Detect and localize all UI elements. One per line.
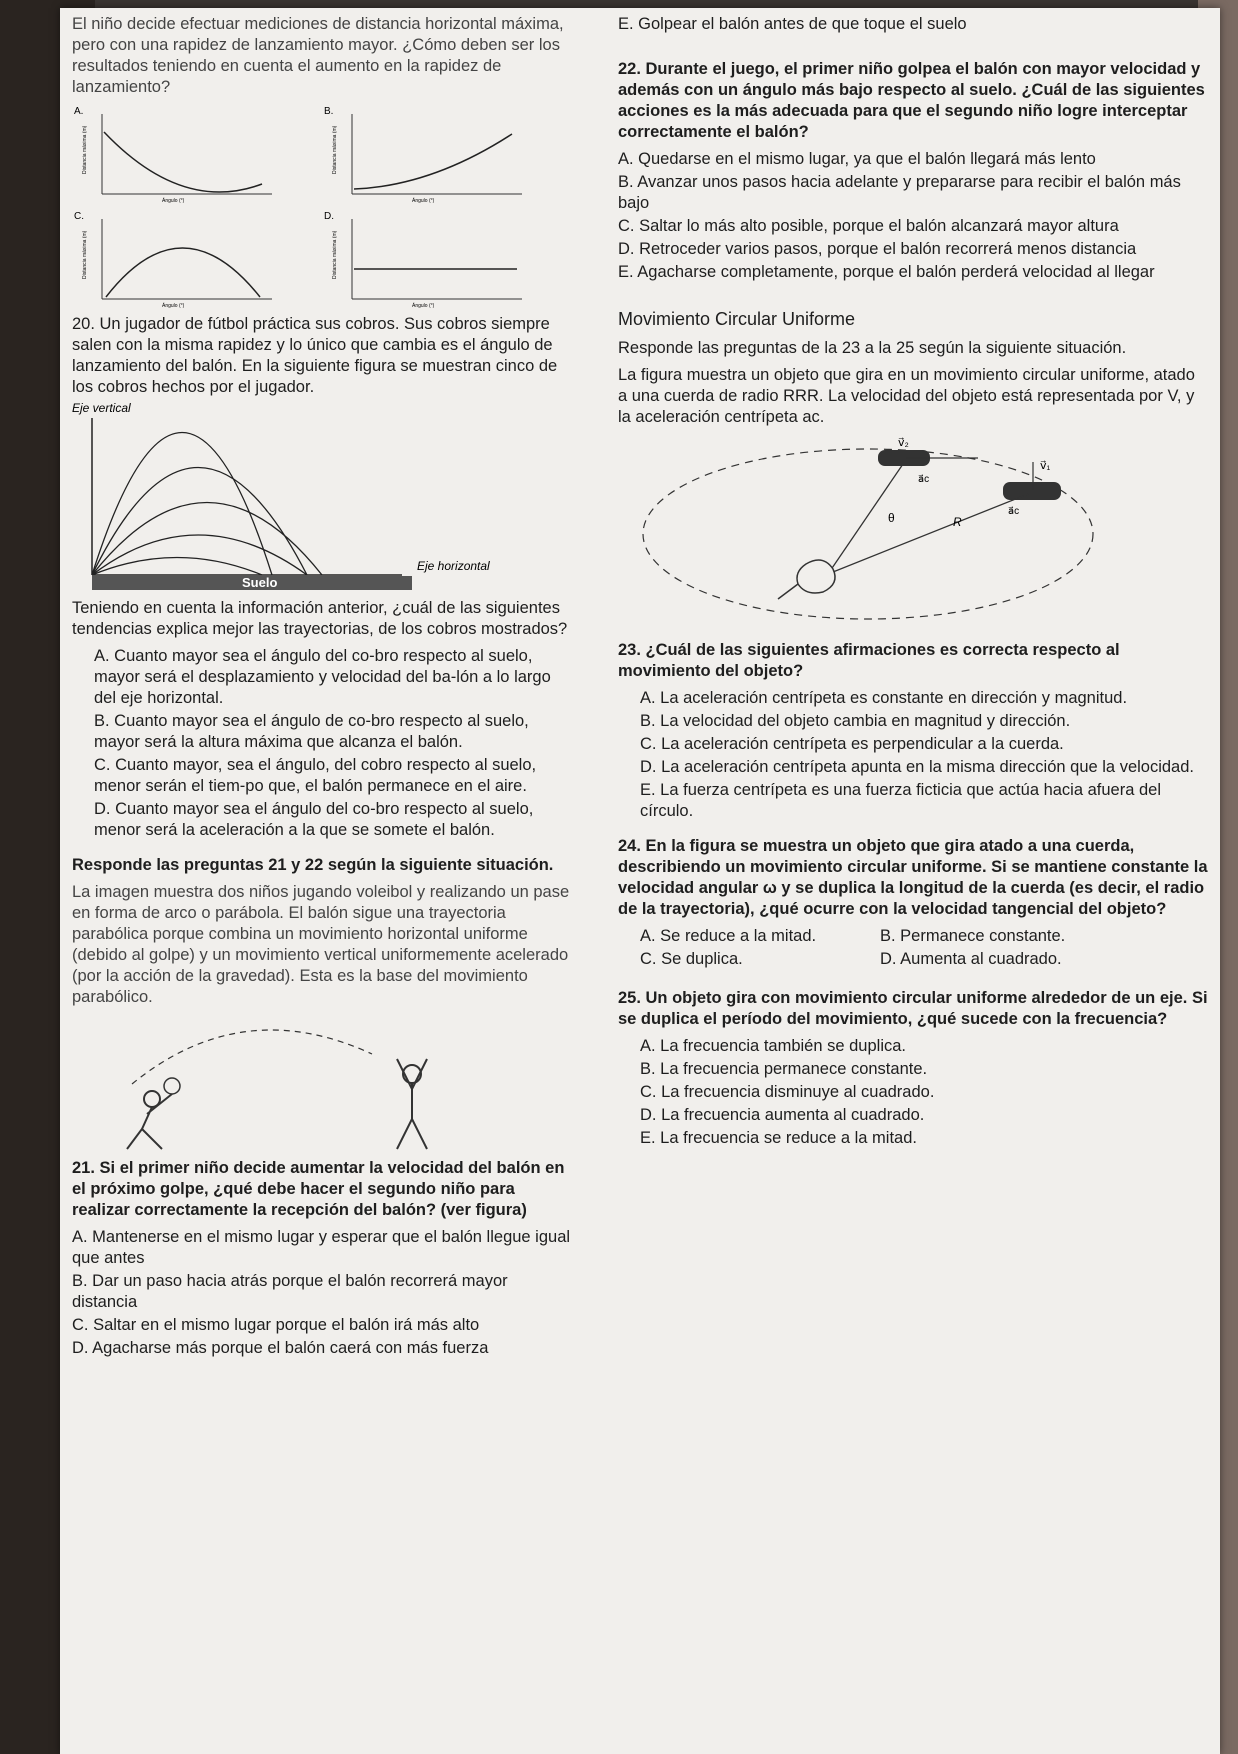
q21-option-a[interactable]: A. Mantenerse en el mismo lugar y esperar que el balón llegue igual que antes xyxy=(72,1228,571,1267)
situation-23-25-text: La figura muestra un objeto que gira en un movimiento circular uniforme, atado a una cuerda de radio RRR. La velocidad del objeto está representada por V, y la aceleración centrípeta ac. xyxy=(618,366,1195,426)
q25-option-d[interactable]: D. La frecuencia aumenta al cuadrado. xyxy=(640,1106,925,1124)
graph-b-label: B. xyxy=(324,106,334,117)
q21-option-e[interactable]: E. Golpear el balón antes de que toque el suelo xyxy=(618,15,967,33)
q24-text: 24. En la figura se muestra un objeto que gira atado a una cuerda, describiendo un movimiento circular uniforme. Si se mantiene constante la velocidad angular ω y se duplica la longitud de la cuerda (es decir, el radio de la trayectoria), ¿qué ocurre con la velocidad tangencial del objeto? xyxy=(618,837,1208,918)
graph-a-label: A. xyxy=(74,106,84,117)
q25-option-c[interactable]: C. La frecuencia disminuye al cuadrado. xyxy=(640,1083,935,1101)
horizontal-axis-label: Eje horizontal xyxy=(417,559,490,573)
q22-option-a[interactable]: A. Quedarse en el mismo lugar, ya que el balón llegará más lento xyxy=(618,150,1096,168)
q22-text: 22. Durante el juego, el primer niño golpea el balón con mayor velocidad y además con un ángulo más bajo respecto al suelo. ¿Cuál de las siguientes acciones es la más adecuada para que el segundo niño logre interceptar correctamente el balón? xyxy=(618,60,1205,141)
q21-text: 21. Si el primer niño decide aumentar la velocidad del balón en el próximo golpe, ¿qué debe hacer el segundo niño para realizar correctamente la recepción del balón? (ver figura) xyxy=(72,1159,565,1219)
q25-text: 25. Un objeto gira con movimiento circular uniforme alrededor de un eje. Si se duplica el período del movimiento, ¿qué sucede con la frecuencia? xyxy=(618,989,1208,1028)
q21-option-b[interactable]: B. Dar un paso hacia atrás porque el balón recorrerá mayor distancia xyxy=(72,1272,508,1311)
right-column xyxy=(618,14,1208,1151)
intro-text: El niño decide efectuar mediciones de distancia horizontal máxima, pero con una rapidez de lanzamiento mayor. ¿Cómo deben ser los resultados teniendo en cuenta el aumento en la rapidez de lanzamiento? xyxy=(72,15,564,96)
q22-option-c[interactable]: C. Saltar lo más alto posible, porque el balón alcanzará mayor altura xyxy=(618,217,1119,235)
distance-graphs xyxy=(72,104,577,314)
graph-a-xlabel: Ángulo (°) xyxy=(162,198,185,204)
graph-b-xlabel: Ángulo (°) xyxy=(412,198,435,204)
situation-21-22-text: La imagen muestra dos niños jugando voleibol y realizando un pase en forma de arco o parábola. El balón sigue una trayectoria parabólica porque combina un movimiento horizontal uniforme (debido al golpe) y un movimiento vertical uniformemente acelerado (por la acción de la gravedad). Esta es la base del movimiento parabólico. xyxy=(72,883,570,1006)
child-one xyxy=(127,1091,172,1149)
graph-c xyxy=(72,209,287,309)
v2-label: v⃗₂ xyxy=(898,437,909,449)
q25-option-a[interactable]: A. La frecuencia también se duplica. xyxy=(640,1037,906,1055)
q20-option-a[interactable]: A. Cuanto mayor sea el ángulo del co-bro respecto al suelo, mayor será el desplazamiento y velocidad del ba-lón a lo largo del eje horizontal. xyxy=(94,647,551,707)
kick-trajectories-figure xyxy=(72,400,552,590)
graph-a xyxy=(72,104,287,204)
volleyball-figure xyxy=(72,1014,492,1154)
circular-motion-figure xyxy=(618,434,1098,634)
graph-d-ylabel: Distancia máxima (m) xyxy=(332,230,338,279)
graph-c-ylabel: Distancia máxima (m) xyxy=(82,230,88,279)
graph-c-label: C. xyxy=(74,211,84,222)
q23-option-d[interactable]: D. La aceleración centrípeta apunta en la misma dirección que la velocidad. xyxy=(640,758,1194,776)
q20-options xyxy=(72,646,577,841)
q23-option-e[interactable]: E. La fuerza centrípeta es una fuerza ficticia que actúa hacia afuera del círculo. xyxy=(640,781,1161,820)
q20-option-b[interactable]: B. Cuanto mayor sea el ángulo de co-bro respecto al suelo, mayor será la altura máxima que alcanza el balón. xyxy=(94,712,529,751)
hand-icon xyxy=(778,560,835,599)
q22-option-d[interactable]: D. Retroceder varios pasos, porque el balón recorrerá menos distancia xyxy=(618,240,1137,258)
vertical-axis-label: Eje vertical xyxy=(72,401,131,415)
ac-label-right: a⃗c xyxy=(1008,506,1020,517)
q23-option-a[interactable]: A. La aceleración centrípeta es constante en dirección y magnitud. xyxy=(640,689,1128,707)
situation-23-25-title: Responde las preguntas de la 23 a la 25 según la siguiente situación. xyxy=(618,339,1127,357)
q25-option-b[interactable]: B. La frecuencia permanece constante. xyxy=(640,1060,928,1078)
q24-option-d[interactable]: D. Aumenta al cuadrado. xyxy=(880,950,1062,968)
theta-label: θ xyxy=(888,511,895,525)
q20-text: 20. Un jugador de fútbol práctica sus cobros. Sus cobros siempre salen con la misma rapidez y lo único que cambia es el ángulo de lanzamiento del balón. En la siguiente figura se muestran cinco de los cobros hechos por el jugador. xyxy=(72,315,558,396)
graph-b-ylabel: Distancia máxima (m) xyxy=(332,125,338,174)
q23-text: 23. ¿Cuál de las siguientes afirmaciones es correcta respecto al movimiento del objeto? xyxy=(618,641,1120,680)
q25-options xyxy=(618,1036,1208,1149)
situation-21-22-title: Responde las preguntas 21 y 22 según la siguiente situación. xyxy=(72,856,554,874)
graph-a-ylabel: Distancia máxima (m) xyxy=(82,125,88,174)
graph-b xyxy=(322,104,537,204)
section-title: Movimiento Circular Uniforme xyxy=(618,309,856,329)
ac-label-top: a⃗c xyxy=(918,474,930,485)
q24-options xyxy=(618,926,1208,972)
q21-option-d[interactable]: D. Agacharse más porque el balón caerá con más fuerza xyxy=(72,1339,489,1357)
object-right xyxy=(1003,482,1061,500)
q20-question: Teniendo en cuenta la información anterior, ¿cuál de las siguientes tendencias explica mejor las trayectorias, de los cobros mostrados? xyxy=(72,599,568,638)
q21-option-c[interactable]: C. Saltar en el mismo lugar porque el balón irá más alto xyxy=(72,1316,480,1334)
graph-d xyxy=(322,209,537,309)
q24-option-a[interactable]: A. Se reduce a la mitad. xyxy=(640,927,817,945)
ground-label: Suelo xyxy=(242,575,278,590)
q23-option-b[interactable]: B. La velocidad del objeto cambia en magnitud y dirección. xyxy=(640,712,1071,730)
q22-options xyxy=(618,149,1208,283)
q24-option-c[interactable]: C. Se duplica. xyxy=(640,950,743,968)
radius-label: R xyxy=(953,515,962,529)
graph-d-label: D. xyxy=(324,211,334,222)
q23-options xyxy=(618,688,1208,822)
q22-option-b[interactable]: B. Avanzar unos pasos hacia adelante y prepararse para recibir el balón más bajo xyxy=(618,173,1181,212)
graph-c-xlabel: Ángulo (°) xyxy=(162,303,185,309)
graph-d-xlabel: Ángulo (°) xyxy=(412,303,435,309)
q20-option-d[interactable]: D. Cuanto mayor sea el ángulo del co-bro respecto al suelo, menor será la aceleración a la que se somete el balón. xyxy=(94,800,534,839)
q24-option-b[interactable]: B. Permanece constante. xyxy=(880,927,1066,945)
v1-label: v⃗₁ xyxy=(1040,460,1051,472)
q20-option-c[interactable]: C. Cuanto mayor, sea el ángulo, del cobro respecto al suelo, menor serán el tiem-po que, el balón permanece en el aire. xyxy=(94,756,537,795)
child-two xyxy=(397,1059,427,1149)
left-column xyxy=(72,14,577,1361)
q21-options xyxy=(72,1227,577,1359)
q23-option-c[interactable]: C. La aceleración centrípeta es perpendicular a la cuerda. xyxy=(640,735,1064,753)
q22-option-e[interactable]: E. Agacharse completamente, porque el balón perderá velocidad al llegar xyxy=(618,263,1155,281)
q25-option-e[interactable]: E. La frecuencia se reduce a la mitad. xyxy=(640,1129,917,1147)
